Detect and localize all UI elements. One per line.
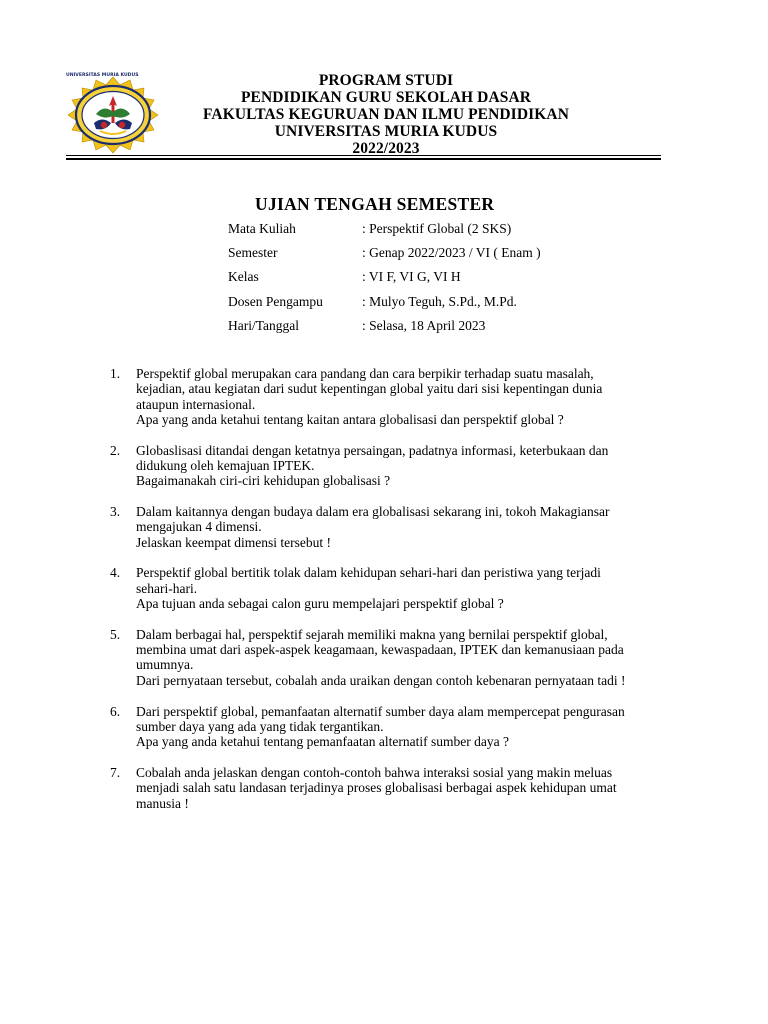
question-text-line: menjadi salah satu landasan terjadinya proses globalisasi berbagai aspek kehidupan umat (136, 780, 617, 796)
question-text-line: Apa tujuan anda sebagai calon guru mempelajari perspektif global ? (136, 596, 504, 612)
info-label: Hari/Tanggal (228, 317, 300, 333)
question-text-line: manusia ! (136, 795, 189, 811)
question-item (110, 704, 700, 750)
question-number: 5. (110, 626, 121, 642)
question-text-line: didukung oleh kemajuan IPTEK. (136, 457, 315, 473)
info-label: Kelas (228, 269, 259, 285)
question-text-line: mengajukan 4 dimensi. (136, 519, 262, 535)
question-item (110, 565, 700, 611)
question-list (110, 366, 700, 826)
question-text-line: Jelaskan keempat dimensi tersebut ! (136, 534, 331, 550)
header-divider-thin (66, 155, 661, 156)
info-label: Mata Kuliah (228, 221, 296, 236)
question-text-line: Perspektif global bertitik tolak dalam kehidupan sehari-hari dan peristiwa yang terjadi (136, 565, 601, 581)
question-number: 1. (110, 366, 121, 381)
question-text-line: Globaslisasi ditandai dengan ketatnya persaingan, padatnya informasi, keterbukaan dan (136, 442, 609, 458)
header-program-label: PROGRAM STUDI (318, 72, 454, 89)
question-text-line: membina umat dari aspek-aspek keagamaan, kewaspadaan, IPTEK dan kemanusiaan pada (136, 642, 624, 658)
question-text-line: umumnya. (136, 657, 194, 673)
question-text-line: Apa yang anda ketahui tentang pemanfaatan alternatif sumber daya ? (136, 734, 509, 750)
question-number: 3. (110, 504, 121, 520)
question-number: 6. (110, 703, 121, 719)
question-text-line: Apa yang anda ketahui tentang kaitan antara globalisasi dan perspektif global ? (136, 411, 564, 427)
question-text-line: Dari pernyataan tersebut, cobalah anda uraikan dengan contoh kebenaran pernyataan tadi ! (136, 672, 626, 688)
question-item (110, 504, 700, 550)
header-university-name: UNIVERSITAS MURIA KUDUS (274, 123, 498, 140)
info-value: : VI F, VI G, VI H (362, 269, 461, 285)
header-faculty-name: FAKULTAS KEGURUAN DAN ILMU PENDIDIKAN (203, 106, 569, 123)
header-divider-thick (66, 158, 661, 160)
info-value: : Mulyo Teguh, S.Pd., M.Pd. (362, 293, 517, 309)
question-item (110, 627, 700, 688)
question-item (110, 366, 700, 427)
logo-arc-text: UNIVERSITAS MURIA KUDUS (66, 73, 139, 78)
header-academic-year: 2022/2023 (352, 140, 420, 157)
info-label: Dosen Pengampu (228, 293, 323, 309)
question-number: 4. (110, 565, 121, 581)
question-text-line: Dari perspektif global, pemanfaatan alternatif sumber daya alam mempercepat pengurasan (136, 703, 625, 719)
question-text-line: Dalam kaitannya dengan budaya dalam era globalisasi sekarang ini, tokoh Makagiansar (136, 504, 610, 520)
question-text-line: Perspektif global merupakan cara pandang dan cara berpikir terhadap suatu masalah, (136, 366, 594, 381)
header-program-name: PENDIDIKAN GURU SEKOLAH DASAR (240, 89, 532, 106)
question-text-line: Dalam berbagai hal, perspektif sejarah memiliki makna yang bernilai perspektif global, (136, 626, 608, 642)
question-text-line: ataupun internasional. (136, 396, 256, 412)
question-item (110, 765, 700, 811)
institution-header (170, 72, 602, 157)
question-text-line: Cobalah anda jelaskan dengan contoh-contoh bahwa interaksi sosial yang makin meluas (136, 764, 613, 780)
info-value: : Selasa, 18 April 2023 (362, 317, 486, 333)
question-item (110, 443, 700, 489)
question-number: 2. (110, 442, 121, 458)
exam-title: UJIAN TENGAH SEMESTER (255, 194, 495, 214)
question-text-line: sehari-hari. (136, 580, 198, 596)
info-value: : Perspektif Global (2 SKS) (362, 221, 512, 236)
question-number: 7. (110, 764, 121, 780)
question-text-line: Bagaimanakah ciri-ciri kehidupan globalisasi ? (136, 473, 391, 489)
question-text-line: kejadian, atau kegiatan dari sudut kepentingan global yaitu dari sisi kepentingan dunia (136, 381, 603, 397)
question-text-line: sumber daya yang ada yang tidak tergantikan. (136, 718, 384, 734)
info-label: Semester (228, 245, 278, 261)
university-seal-icon (66, 73, 160, 154)
info-value: : Genap 2022/2023 / VI ( Enam ) (362, 245, 541, 261)
